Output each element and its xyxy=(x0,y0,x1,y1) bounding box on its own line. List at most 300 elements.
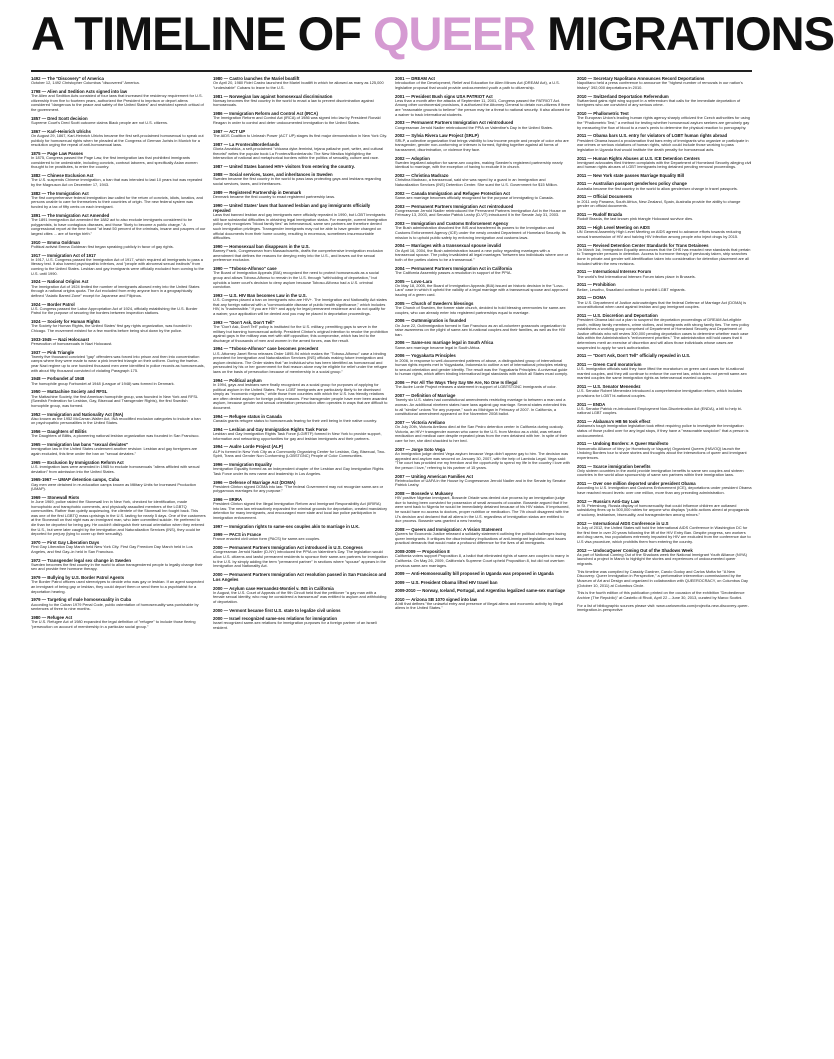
timeline-entry xyxy=(31,412,206,426)
timeline-entry xyxy=(213,111,388,125)
timeline-entry xyxy=(213,497,388,521)
timeline-entry xyxy=(31,253,206,277)
entry-heading: 2011 — New York state passes Marriage Equality Bill xyxy=(577,173,685,179)
entry-body: On March 1st, Immigration Equality announces that the DHS has enacted new standards that pertain to Transgender persons in detention. Access to hormone therapy if previously taken, strip searches done in private and gender self-identification taken into consideration for detention placement are all included within the new revisions. xyxy=(577,246,751,266)
entry-heading: 1979 — Targeting of male homosexuality in Cuba xyxy=(31,597,131,603)
entry-heading: 1990 — "Toboso-Alfonso" case xyxy=(213,266,277,272)
entry-body: California voters support Proposition 8, a ballot that eliminated rights of same-sex couples to marry in California. On May 26, 2009, California's Supreme Court upheld Proposition 8, but did not overturn previous same-sex marriages. xyxy=(395,553,569,568)
timeline-entry xyxy=(395,549,570,568)
timeline-entry xyxy=(31,540,206,554)
timeline-entry xyxy=(577,194,752,208)
entry-body: Queers for Economic Justice released a solidarity statement outlining the political challenges facing queer immigrants. It critiques the discriminatory implications of anti-immigrant legislation and issues practical demands that would make a profound difference for the lives of all immigrants. xyxy=(395,531,567,546)
entry-body: Only sixteen countries in the world provide immigration benefits to same sex couples and sixteen countries in the world allow sponsorship of same sex partners within their immigration laws. xyxy=(577,467,744,478)
timeline-entry xyxy=(395,76,570,90)
timeline-entry xyxy=(577,181,752,191)
entry-body: On April 20, 1980 Fidel Castro launched the Mariel boatlift in which he allowed as many as 125,000 "undesirable" Cubans to leave to the U.S. xyxy=(213,80,384,90)
entry-body: Sweden legalized adoption for same-sex couples, making Sweden's registered partnership nearly identical to marriage, with the exception of having to exclude it in church. xyxy=(395,159,563,170)
entry-heading: 2003 — Permanent Partners Immigration Act reintroduced xyxy=(395,120,514,126)
entry-heading: 1948 — Forbundet af 1948 xyxy=(31,376,85,382)
entry-body: In 1875, Congress passed the Page Law, the first immigration law that prohibited immigrants considered to be undesirable, including convicts, contract laborers, and specifically Asian women thought to be prostitutes, to enter the country. xyxy=(31,155,198,170)
entry-heading: 2012 — International AIDS Conference in U.S xyxy=(577,520,669,526)
entry-heading: 2011 — Scarce immigration benefits xyxy=(577,463,651,469)
entry-heading: 2011 — Revised Detention Center Standards for Trans Detainees xyxy=(577,242,709,248)
entry-heading: 1994 — Political asylum xyxy=(213,377,262,383)
entry-body: In July of 2012, the United States will hold the International AIDS Conference in Washington DC for the first time in over 20 years following the lift of the HIV Entry Ban. Despite progress, sex workers and drug users, two populations extremely impacted by HIV are excluded from the conference due to U.S visa procedure, which prohibits them from entering the country. xyxy=(577,525,751,544)
timeline-entry xyxy=(577,570,752,588)
entry-heading: 1910 — Emma Goldman xyxy=(31,239,80,245)
entry-heading: 1980 — Refugee Act xyxy=(31,614,73,620)
entry-body: The Bush administration dissolved the INS and transferred its powers to the Immigration and Customs Enforcement Agency (ICE) under the newly created Department of Homeland Security. Its mission is to uphold public safety by enforcing immigration and customs laws. xyxy=(395,225,566,240)
entry-body: On August 29, 1867, Karl-Heinrich Ulrichs became the first self-proclaimed homosexual to speak out publicly for homosexual rights when he pleaded at the Congress of German Jurists in Munich for a resolution urging the repeal of anti-homosexual laws. xyxy=(31,132,204,148)
timeline-entry xyxy=(31,597,206,611)
timeline-entry xyxy=(213,616,388,630)
entry-heading: 2005 — Lovo-Lara xyxy=(395,278,433,284)
timeline-entry xyxy=(31,376,206,386)
entry-heading: 2002 — Christina Madrazo xyxy=(395,173,449,179)
entry-body: Canada grants refugee status to homosexuals fearing for their well being in their native country. xyxy=(213,417,378,423)
entry-body: Norway becomes the first country in the world to enact a law to prevent discrimination against homosexuals. xyxy=(213,97,374,108)
timeline-entry xyxy=(213,524,388,529)
entry-heading: 1996 — Defense of Marriage Act (DOMA) xyxy=(213,479,296,485)
timeline-entry xyxy=(395,221,570,240)
entry-heading: 1994 — Audre Lorde Project (ALP) xyxy=(213,444,284,450)
entry-heading: 2011 — High Level Meeting on AIDS xyxy=(577,225,650,231)
timeline-entry xyxy=(395,491,570,524)
timeline-entry xyxy=(395,588,570,593)
entry-body: Political activist Emma Goldman first began speaking publicly in favor of gay rights. xyxy=(31,243,174,249)
entry-heading: 1993 — "Don't Ask, Don't Tell" xyxy=(213,319,275,325)
entry-body: In 2011 only Panama, South Africa, New Zealand, Spain, Australia provide the ability to change gender on official documents. xyxy=(577,198,741,209)
entry-body: Same-sex marriage became legal in South Africa. xyxy=(395,344,481,350)
entry-body: First Gay Liberation Day March held New York City. First Gay Freedom Day March held in Los Angeles, and first Gay–in held in San Francisco. xyxy=(31,544,193,554)
entry-body: According to U.S. Immigration and Customs Enforcement (ICE), deportations under president Obama have reached record levels: over one million, more than any preceding administration. xyxy=(577,485,752,495)
timeline-entry xyxy=(395,266,570,276)
entry-heading: 2011 — Over one million deported under president Obama xyxy=(577,481,696,487)
entry-body: The 1891 Immigration Act amended the 1882 act to also exclude immigrants considered to be polygamists, to have contagious diseases, and those "likely to become a public charge." A congressional report at the time found "at least 50 percent of the criminals, insane and paupers of our largest cities ... are of foreign birth." xyxy=(31,217,206,236)
timeline-entry xyxy=(577,282,752,292)
entry-heading: 2000 — Asylum case Hernandez-Montiel v. INS in California xyxy=(213,585,334,591)
timeline-entry xyxy=(213,586,388,605)
entry-body: The Board of Immigration Appeals (BIA) recognized the need to protect homosexuals as a social group and allows Toboso-Alfonso to remain in the U.S. through "withholding of deportation," but upholds a lower court's decision to deny asylum because Toboso-Alfonso had a U.S. criminal conviction. xyxy=(213,270,379,290)
timeline-entry xyxy=(395,340,570,350)
timeline-entry xyxy=(577,156,752,170)
entry-heading: 1891 — The Immigration Act Amended xyxy=(31,212,110,218)
entry-heading: 1996 — Immigration Equality xyxy=(213,461,272,467)
timeline-entry xyxy=(395,173,570,187)
entry-body: U.S. Congress placed a ban on immigrants who are HIV+. The Immigration and Nationality Act states that any foreign national with a "communicable disease of public health significance," which includes HIV, is "inadmissible." If you are HIV+ and apply for legal permanent residence and do not qualify for a waiver, your application will be denied and you may be placed in deportation proceedings. xyxy=(213,297,387,316)
timeline-entry xyxy=(395,279,570,298)
entry-body: Barney Frank, Congressman from Massachusetts, drafts the comprehensive immigration exclusion amendment that defines the reasons for denying entry into the U.S., and leaves out the sexual preference exclusion. xyxy=(213,248,383,263)
timeline-entry xyxy=(31,350,206,374)
entry-heading: 2008-2009 — Proposition 8 xyxy=(395,549,450,555)
timeline-entry xyxy=(213,608,388,613)
entry-heading: 2012 — Russia's Anti-Gay Law xyxy=(577,498,640,504)
entry-heading: 1969 — Stonewall Riots xyxy=(31,494,80,500)
timeline-entry xyxy=(213,244,388,263)
entry-body: President Obama issued a proclamation that bars entry of immigrants who organize or participate in war crimes or serious violations of human rights, which could include those working to pass legislation in Uganda that would institute the death penalty for homosexual acts. xyxy=(577,137,749,152)
entry-heading: 1952 — Immigration and Nationality Act (INA) xyxy=(31,411,124,417)
entry-body: In August, the U.S. Court of Appeals of the 9th Circuit held that the petitioner "a gay man with a female sexual identity, who may be considered a transsexual" was entitled to asylum and withholding of deportation. xyxy=(213,589,387,604)
entry-heading: 2004 — Marriages with a transsexual spouse invalid xyxy=(395,243,502,249)
timeline-column-2 xyxy=(213,76,388,1051)
timeline-entry xyxy=(31,558,206,572)
timeline-entry xyxy=(577,111,752,130)
entry-heading: 1917 — Immigration Act of 1917 xyxy=(31,252,96,258)
entry-body: U.S. Attorney Janet Reno releases Order 1895-94 which makes the "Toboso-Alfonso" case a binding precedent for Immigration and Naturalization Services (INS) officials making future immigration and asylum decisions. The Order states that "an individual who has been identified as homosexual and persecuted by his or her government for that reason alone may be eligible for relief under the refugee laws on the basis of persecution because of membership in a social group." xyxy=(213,350,388,375)
timeline-entry xyxy=(395,571,570,576)
credits-text: This timeline was compiled by Cassidy Gardner, Carolo Godoy and Carlos Motta for "A New Discovery: Queer Immigration in Perspective," a performative intervention commissioned by the Museum of Art and Design and organized in collaboration with QUEEROCRACY, on Columbus Day (October 10, 2011) at Columbus Circle. xyxy=(577,568,748,588)
entry-body: Homoerotic Alliance of Very (or Homebody or Vaguely) Organized Queers (HAVOQ) launch the Undoing Borders tour to share stories and thoughts about the intersections of queer and immigrant experiences. xyxy=(577,445,747,460)
entry-heading: 2006 — For All The Ways They Say We Are, No One Is Illegal xyxy=(395,380,518,386)
timeline-entry xyxy=(395,353,570,377)
timeline-entry xyxy=(395,94,570,118)
timeline-entry xyxy=(577,591,752,600)
entry-body: Belize, Lesotho, Swaziland continue to prohibit LGBT migrants. xyxy=(577,286,686,292)
entry-body: Twenty five thousand convicted "gay" offenders was forced into prison and then into concentration camps where they were made to wear a pink inverted triangle on their uniform. During the twelve-year Nazi regime up to one hundred thousand men were identified in police records as homosexuals, with about fifty thousand convicted of violating Paragraph 175. xyxy=(31,353,205,373)
entry-body: U.S. Senator Robert Menendez introduced a comprehensive immigration reform, which includes provisions for LGBT bi-national couples. xyxy=(577,388,743,398)
entry-heading: 1990 — Homosexual ban disappears in the U.S. xyxy=(213,244,310,249)
entry-body: Also known as the 1952 McCarran-Walter Act, INA recodified exclusion categories to include a ban on psychopathic personalities in the United States. xyxy=(31,415,201,426)
entry-heading: 1981 — Norwegian law against homosexual discrimination xyxy=(213,93,333,99)
timeline-entry xyxy=(577,402,752,416)
entry-heading: 1987 — United States banned HIV+ visitors from entering the country. xyxy=(213,163,355,169)
timeline-entry xyxy=(31,389,206,408)
entry-heading: 2011 — U.S. Senator Menendez xyxy=(577,384,641,390)
entry-heading: 2002 — Sylvia Rivera Law Project (SRLP) xyxy=(395,133,479,139)
entry-heading: 2009 — U.S. President Obama lifted HIV travel ban xyxy=(395,579,498,585)
entry-body: Immigrant advocates filed thirteen complaints with the Department of Homeland Security alleging civil and human rights abuses of LGBT immigrants being detained pending removal proceedings. xyxy=(577,159,752,170)
entry-body: On April 16, 2004, the Bush administration issued a new policy regarding marriages with a transsexual spouse. The policy invalidated all legal marriages "between two individuals where one or both of the parties claims to be a transsexual." xyxy=(395,247,569,262)
entry-heading: 1965 — Exclusion by Immigration Reform Act xyxy=(31,459,124,465)
entry-body: Lesbian and Gay Immigration Rights Task Force (LGIRTF) formed in New York to provide support, information and networking opportunities for gay and lesbian immigrants and their partners. xyxy=(213,430,382,441)
entry-heading: 1980 — Castro launches the Mariel boatlift xyxy=(213,76,300,81)
entry-heading: 1994 — Lesbian and Gay Immigration Rights Task Force xyxy=(213,426,328,432)
timeline-entry xyxy=(577,243,752,267)
entry-body: President Obama laid out a plan to suspend the deportation proceedings of DREAM Act-eligible youth, military family members, crime victims, and immigrants with strong family ties. The new policy establishes a working group comprised of Department of Homeland Security and Department of Justice officials who will review 300,000 pending deportation cases to determine whether each case falls within the Administration's "enforcement priorities." The administration will hold cases that it determines merit an exercise of discretion and will allow those individuals whose cases are suspended to apply for work authorization. xyxy=(577,317,750,350)
timeline-entry xyxy=(577,499,752,518)
entry-body: Denmark became the first country to enact registered partnership laws. xyxy=(213,194,336,200)
timeline-entry xyxy=(395,301,570,315)
timeline-entry xyxy=(577,419,752,438)
entry-heading: 2003 — Permanent Partners Immigration Act reintroduced xyxy=(395,203,514,209)
entry-heading: 2011 — Green Card moratorium xyxy=(577,361,642,367)
entry-body: Persecution of homosexuals in Nazi Holocaust. xyxy=(31,340,113,346)
entry-body: An immigration judge denied Vega asylum because Vega didn't appear gay to him. The decision was appealed and asylum was secured on January 30, 2007, with the help of Lambda Legal. Vega said: "The court has provided me my freedom and the opportunity to spend my life in the country I love with the person I love," referring to his partner of 15 years. xyxy=(395,450,570,470)
entry-heading: 2007 — Definition of Marriage xyxy=(395,393,456,399)
timeline-entry xyxy=(395,120,570,130)
timeline-entry xyxy=(213,444,388,458)
entry-heading: 2011 — Rudolf Brazda xyxy=(577,212,623,218)
timeline-entry xyxy=(213,203,388,241)
entry-heading: 1882 — The Immigration Act xyxy=(31,190,89,196)
entry-heading: 1956 — Daughters of Bilitis xyxy=(31,429,87,435)
entry-body: The Society for Human Rights, the United States' first gay rights organization, was founded in Chicago. The movement existed for a few months before being shut down by the police. xyxy=(31,323,192,333)
entry-heading: 2001 — President Bush signs USA PATRIOT Act xyxy=(395,93,493,99)
entry-heading: 2009-2010 — Norway, Iceland, Portugal, and Argentina legalized same-sex marriage xyxy=(395,588,566,594)
entry-heading: 2000 — Israel recognized same-sex relations for immigration xyxy=(213,616,337,622)
entry-heading: 1970 — First Gay Liberation Days xyxy=(31,540,100,546)
entry-heading: 2011 — International Intersex Forum xyxy=(577,269,652,275)
entry-heading: 2008 — Bossede v. Mukasey xyxy=(395,491,453,497)
entry-body: The AIDS Coalition to Unleash Power (ACT UP) stages its first major demonstration in New York City. xyxy=(213,132,388,138)
entry-body: In June 1969, police raided the Stonewall Inn in New York, checked for identification, made homophobic and transphobic comments, and physically assaulted members of the LGBTQ communities. Rather than quietly acquiescing, the clientele of the Stonewall Inn fought back. This was one of the first LGBTQ mass uprisings in the U.S. lasting for nearly 5 days. One of the customers at the Stonewall on that night was an immigrant man, who later committed suicide. He preferred to die than be deported for being gay. He couldn't distinguish their sexual orientation when they entered the U.S., but were later caught by the immigration and Naturalization Services (INS), they could be deported for perjury (lying to cover up their sexuality). xyxy=(31,499,206,537)
timeline-entry xyxy=(31,615,206,629)
timeline-entry xyxy=(31,173,206,187)
timeline-entry xyxy=(31,460,206,474)
entry-heading: 1798 — Alien and Sedition Acts signed into law xyxy=(31,88,128,94)
timeline-entry xyxy=(213,532,388,542)
entry-heading: 2011 — Obama bars U.S. entry for violators of LGBT human rights abroad xyxy=(577,133,728,139)
entry-body: The Immigration Reform and Control Act (IRCA) of 1986 was signed into law by President Ronald Reagan in order to control and deter undocumented immigration to the United States. xyxy=(213,115,381,125)
timeline-entry xyxy=(577,76,752,90)
entry-body: The first comprehensive federal immigration law called for the return of convicts, idiots, lunatics, and persons unable to care for themselves to their countries of origin. The new federal system was funded by a tax of fifty cents on each immigrant. xyxy=(31,194,203,210)
timeline-entry xyxy=(395,580,570,585)
timeline-entry xyxy=(213,142,388,161)
timeline-entry xyxy=(395,156,570,170)
timeline-entry xyxy=(31,213,206,237)
entry-heading: 1987 — La Frontera/Borderlands xyxy=(213,141,280,147)
timeline-entry xyxy=(213,572,388,582)
entry-body: U.S. Senator Patrick re-introduced Employment Non-Discrimination Act (ENDA), a bill to help bi-national LGBT couples. xyxy=(577,405,743,416)
timeline-entry xyxy=(213,462,388,476)
entry-heading: 2010 — Phallometric Test xyxy=(577,111,629,117)
page-title xyxy=(31,0,834,68)
timeline-entry xyxy=(31,337,206,347)
entry-body: Gloria Anzaldúa, a self-proclaimed "chicana dyke-feminist, tejana patlache poet, writer, and cultural theorist" writes the popular book La Frontera/Borderlands: The New Mestiza highlighting the intersection of national and metaphorical borders within the politics of sexuality, culture and race. xyxy=(213,145,384,161)
entry-heading: 1965 — Immigration law bans "sexual deviates" xyxy=(31,442,129,448)
entry-body: The Immigration Act of 1924 limited the number of immigrants allowed entry into the United States through a national origins quota. The Act excluded from entry anyone born in a geographically defined "Asiatic Barred Zone" except for Japanese and Filipinos. xyxy=(31,283,200,298)
entry-heading: 2011 — Australian passport gender/sex policy change xyxy=(577,181,687,187)
entry-body: ALP is formed in New York City as a Community Organizing Center for Lesbian, Gay, Bisexual, Two-Spirit, Trans and Gender Non Conforming (LGBSTGNC) People of Color Communities. xyxy=(213,448,386,459)
entry-body: The Border Patrol officers used stereotypes to decide who was gay or lesbian. If an agent suspected an immigrant of being gay or lesbian, they could deport them or send them to a psychiatrist for a deportation hearing. xyxy=(31,579,204,594)
timeline-column-4 xyxy=(577,76,752,1051)
entry-heading: 2000 — Vermont became first U.S. state to legalize civil unions xyxy=(213,607,341,613)
entry-body: Congressman Jerrold Nadler reintroduced the PPIA on Valentine's Day in the United States. xyxy=(395,124,553,130)
entry-body: HIV positive Nigerian immigrant, Bossede Oriade was denied due process by an immigration judge due to having been convicted for possession of small amounts of cocaine. Bossede argued that if he were sent back to Nigeria he would be immediately detained because of his HIV status. If imprisoned, he would have no access to doctors, proper nutrition or medication. The 7th circuit disagreed with the IJ's decision and declared that all aliens in the U.S. regardless of immigration status are entitled to due process. Bossede was granted a new hearing. xyxy=(395,495,570,524)
timeline-entry xyxy=(213,76,388,90)
entry-heading: 1972 — Transgender legal sex change in Sweden xyxy=(31,557,132,563)
timeline-entry xyxy=(395,380,570,390)
entry-body: Supreme Court's Dred Scott outcome claims Black people are not U.S. citizens. xyxy=(31,119,168,125)
entry-heading: 2006 — Yogyakarta Principles xyxy=(395,353,456,359)
timeline-entry xyxy=(395,318,570,337)
timeline-entry xyxy=(577,295,752,309)
entry-body: On June 22, OutImmigration formed in San Francisco as an all-volunteer grassroots organization to raise awareness on the plight of same-sex bi-national couples and their families, as well as the HIV ban. xyxy=(395,322,566,337)
entry-heading: 2007 — Jorge Soto Vega xyxy=(395,446,445,452)
entry-body: Laws that banned lesbian and gay immigrants were officially repealed in 1990, but LGBT immigrants still face substantial difficulties in obtaining legal immigration status. For example, current immigration policy only recognizes "blood family ties" as heterosexual, same sex partners are therefore denied such immigration privileges. Transgender immigrants may not be able to have gender changed on official documents from their home country, resulting in enormous, sometimes insurmountable difficulties. xyxy=(213,212,388,241)
entry-heading: 2011 — ENDA xyxy=(577,401,606,407)
entry-heading: 1986 — Immigration Reform and Control Act (IRCA) xyxy=(213,111,318,117)
entry-body: Sweden becomes the first country in the world to allow transgendered people to legally change their sex and provide free hormone therapy. xyxy=(31,561,203,572)
entry-heading: 2011 — Alabama's HB 56 took effect xyxy=(577,419,651,425)
entry-body: President Clinton signed DOMA into law: "The federal Government may not recognize same-sex or polygamous marriages for any purpose." xyxy=(213,483,384,494)
entry-heading: 1924 — National Origins Act xyxy=(31,279,89,285)
entry-heading: 1924 — Society for Human Rights xyxy=(31,319,100,325)
timeline-entry xyxy=(577,464,752,478)
entry-heading: 2011 — Official Documents xyxy=(577,194,633,200)
timeline-entry xyxy=(31,442,206,456)
timeline-entry xyxy=(31,429,206,439)
timeline-columns xyxy=(31,76,752,1051)
entry-body: In 2006, in response to well-documented patterns of abuse, a distinguished group of international human rights experts met in Yogyakarta, Indonesia to outline a set of international principles relating to sexual orientation and gender identity. The result was the Yogyakarta Principles: A universal guide to human rights, which affirm binding international legal standards with which all States must comply. xyxy=(395,357,568,377)
entry-body: In 1994, gays and lesbians were finally recognized as a social group for purposes of applying for political asylum in the United States. Poor LGBT immigrants are particularly likely to be dismissed simply as "economic migrants," while those from countries with which the U.S. has friendly relations are often denied asylum for foreign policy reasons. Few transgender people have ever been awarded asylum, because gender and sexual orientation persecution often operates in ways that are difficult to document. xyxy=(213,382,388,410)
entry-heading: 1933-1945 — Nazi Holocaust xyxy=(31,336,90,342)
entry-body: Less than a month after the attacks of September 11, 2001, Congress passed the PATRIOT Act. Among other controversial provisions, it authorized the Attorney General to detain non-citizens if there are "reasonable grounds to believe" the person may be a threat to national security. It also allowed for a waiver to track international students. xyxy=(395,97,570,117)
entry-heading: 2001 — DREAM Act xyxy=(395,76,435,81)
entry-heading: 1987 — ACT UP xyxy=(213,128,246,134)
timeline-entry xyxy=(577,133,752,152)
entry-body: Immigration law in the United States underwent another revision: Lesbian and gay foreigners are again excluded, this time under the ban on "sexual deviates." xyxy=(31,446,198,456)
timeline-entry xyxy=(395,420,570,444)
entry-body: France enacted civil union form (PACS) for same-sex couples. xyxy=(213,536,321,542)
entry-body: Christina Madrazo, a transsexual, said she was raped by a guard in an Immigration and Naturalization Services (INS) Detention Center. She sued the U.S. Government for $15 Million. xyxy=(395,177,558,187)
entry-heading: 1950 — Mattachine Society and RFSL xyxy=(31,389,108,395)
entry-body: Napolitano held a press conference to announce the "highest number of removals in our nation's history" 392,000 deportations in 2010. xyxy=(577,80,743,90)
entry-body: The U.S. Refugee Act of 1980 expanded the legal definition of "refugee" to include those fleeing "persecution on account of membership in a particular social group." xyxy=(31,619,196,629)
timeline-entry xyxy=(577,521,752,545)
timeline-entry xyxy=(31,191,206,210)
entry-body: Sweden became the first country in the world to pass laws protecting gays and lesbians regarding social services, taxes, and inheritances. xyxy=(213,176,382,187)
timeline-entry xyxy=(577,173,752,178)
timeline-entry xyxy=(213,94,388,108)
entry-body: U.S. Congress passed the Labor Appropriation Act of 1924, officially establishing the U.S. Border Patrol for the purpose of securing the borders between inspection stations. xyxy=(31,305,198,316)
entry-body: October 12, 1492 Christopher Columbus "discovered" America. xyxy=(31,80,140,86)
entry-heading: 1979 — Bullying by U.S. Border Patrol Agents xyxy=(31,575,125,581)
timeline-entry xyxy=(395,204,570,218)
entry-body: Reintroduction of UAFA in the House by Congressman Jerrold Nadler and in the Senate by Senator Patrick Leahy. xyxy=(395,477,566,488)
entry-body: As part of National Coming Out of the Shadows week the National Immigrant Youth Alliance (NIYA) launched a project in March to highlight the stories and experiences of undocumented queer migrants. xyxy=(577,551,747,566)
timeline-entry xyxy=(395,133,570,152)
entry-body: The Mattachine Society, the first American homophile group, was founded in New York and RFSL (Swedish Federation for Lesbian, Gay, Bisexual and Transgender Rights), the first Swedish homophile group, was formed. xyxy=(31,393,198,408)
entry-heading: 1857 — Dred Scott decision xyxy=(31,115,88,121)
entry-heading: 2006 — Same-sex marriage legal in South Africa xyxy=(395,340,494,346)
timeline-entry xyxy=(31,279,206,298)
entry-body: Twenty six U.S. states had constitutional amendments restricting marriage to between a man and a woman. An additional nineteen states have laws against gay marriage. Several states extended this to all "similar" unions "for any purpose," such as Michigan in February of 2007. In California, a constitutional amendment appeared on the November 2008 ballot. xyxy=(395,397,567,417)
timeline-entry xyxy=(577,362,752,381)
entry-heading: 1994 — "Toboso-Alfonso" case becomes precedent xyxy=(213,346,319,352)
timeline-entry xyxy=(31,319,206,333)
entry-heading: 1997 — Immigration rights to same-sex couples akin to marriage in U.K. xyxy=(213,523,360,529)
entry-body: Gay men were detained in re-education camps known as Military Units for Increased Production (UMAP). xyxy=(31,481,196,492)
entry-body: The world's first International Intersex Forum takes place in Brussels. xyxy=(577,273,696,279)
entry-heading: 2000 — Permanent Partners Immigration Act introduced in U.S. Congress xyxy=(213,545,363,551)
entry-body: Israel recognized same-sex relations for immigration purposes for a foreign partner of an Israeli resident. xyxy=(213,620,377,630)
timeline-entry xyxy=(31,129,206,148)
entry-body: The homophile group Forbundet af 1948 (League of 1948) was formed in Denmark. xyxy=(31,380,175,386)
timeline-entry xyxy=(31,495,206,537)
entry-body: The Daughters of Bilitis, a pioneering national lesbian organization was founded in San Francisco. xyxy=(31,433,200,439)
timeline-entry xyxy=(577,384,752,398)
timeline-entry xyxy=(31,575,206,594)
entry-body: The U.S. Department of Justice acknowledges that the federal Defense of Marriage Act (DOMA) is unconstitutional when used against lesbian and gay immigrant couples. xyxy=(577,299,747,310)
entry-body: The "Don't Ask, Don't Tell" policy is instituted for the U.S. military, permitting gays to serve in the military but banning homosexual activity. President Clinton's original intention to revoke the prohibition against gays in the military was met with stiff opposition; this compromise, which has led to the discharge of thousands of men and women in the armed forces, was the result. xyxy=(213,323,388,343)
entry-heading: 2004 — Permanent Partners Immigration Act in California xyxy=(395,265,512,271)
entry-heading: 2012 — UndocuQueer Coming Out of the Shadows Week xyxy=(577,547,693,553)
entry-body: The Audre Lorde Project releases a statement in support of LGBTSTGNC immigrants of color. xyxy=(395,384,557,390)
entry-heading: 1999 — PACS in France xyxy=(213,532,262,538)
entry-body: U.S. immigration laws were amended in 1965 to exclude homosexuals "aliens afflicted with sexual deviation" from admission into the United States. xyxy=(31,463,200,474)
entry-body: Australia became the first country in the world to allow gender/sex change in travel passports. xyxy=(577,185,738,191)
timeline-entry xyxy=(395,393,570,417)
entry-heading: 1989 — Registered Partnership in Denmark xyxy=(213,189,302,195)
entry-heading: 2007 — Uniting American Families Act xyxy=(395,473,474,479)
entry-body: The Alien and Sedition Acts consisted of four laws that increased the residency requirement for U.S. citizenship from five to fourteen years, authorized the President to imprison or deport aliens considered "dangerous to the peace and safety of the United States" and restricted speech critical of the government. xyxy=(31,93,204,112)
timeline-entry xyxy=(213,129,388,139)
timeline-column-1 xyxy=(31,76,206,1051)
entry-body: A bill that defines "the unlawful entry and presence of illegal aliens and economic activity by illegal aliens in the United States." xyxy=(395,600,564,611)
entry-heading: 2010 — Arizona SB 1070 signed into law xyxy=(395,596,477,602)
entry-heading: 2011 — Prohibition xyxy=(577,282,616,288)
timeline-entry xyxy=(577,212,752,222)
timeline-entry xyxy=(577,441,752,460)
timeline-entry xyxy=(31,477,206,491)
entry-body: Congressman Jerrold Nadler reintroduced the Permanent Partners Immigration Act in the House on February 13, 2003, and Senator Patrick Leahy (D-VT) introduced it in the Senate July 31, 2003. xyxy=(395,207,567,218)
entry-body: On May 18, 2005, the Board of Immigration Appeals (BIA) issued an historic decision in the "Lovo-Lara" case in which it upheld the validity of a legal marriage with a transsexual spouse and approved issuing of a green card. xyxy=(395,282,568,297)
timeline-entry xyxy=(213,293,388,317)
timeline-entry xyxy=(395,527,570,546)
credits-text: This is the fourth edition of this publication printed on the occasion of the exhibition "Deobedience Archive (The Republic)" at Castello di Rivoli, April 22 – June 30, 2013, curated by Marco Scotini. xyxy=(577,590,745,600)
timeline-entry xyxy=(577,481,752,495)
timeline-column-3 xyxy=(395,76,570,1051)
entry-body: Introduction of the Development, Relief and Education for Alien Minors Act (DREAM Act), a U.S. legislative proposal that would provide undocumented youth a path to citizenship. xyxy=(395,80,560,90)
timeline-entry xyxy=(213,346,388,374)
entry-heading: 1996 — IIRIRA xyxy=(213,497,243,503)
timeline-entry xyxy=(213,427,388,441)
timeline-entry xyxy=(31,240,206,250)
title-suffix: MIGRATIONS xyxy=(535,7,834,60)
timeline-entry xyxy=(577,604,752,613)
entry-body: UN General Assembly High Level Meeting on AIDS agreed to advance efforts towards reducing sexual transmission of HIV and halving HIV infection among people who inject drugs by 2015. xyxy=(577,229,741,239)
entry-heading: 2009 — Anti-Homosexuality bill proposed in Uganda was proposed in Uganda xyxy=(395,571,554,577)
entry-heading: 1492 — The "Discovery" of America xyxy=(31,76,104,81)
timeline-entry xyxy=(577,313,752,350)
timeline-entry xyxy=(213,190,388,200)
entry-heading: 1924 — Border Patrol xyxy=(31,301,75,307)
credits-text: For a list of bibliographic sources please visit: www.carlosmotta.com/project/a-new-discovery-queer-immigration-in-perspective xyxy=(577,602,749,613)
entry-heading: 1965-1967 — UMAP detention camps, Cuba xyxy=(31,477,120,483)
entry-body: The U.S. suspends Chinese immigration, a ban that was intended to last 10 years but was repealed by the Magnuson Act on December 17, 1943. xyxy=(31,177,203,187)
entry-heading: 2011 — "Don't Ask, Don't Tell" officially repealed in U.S. xyxy=(577,353,691,359)
entry-heading: 2008 — Queers and Immigration: A Vision Statement xyxy=(395,527,503,533)
entry-heading: 2010 — Secretary Napolitano Announces Record Deportations xyxy=(577,76,705,81)
entry-heading: 1875 — Page Law Passes xyxy=(31,150,84,156)
entry-body: Same-sex marriage becomes officially recognized for the purpose of immigrating to Canada. xyxy=(395,194,554,200)
entry-heading: 2007 — Victoria Arellano xyxy=(395,419,446,425)
entry-heading: 2002 — Adoption xyxy=(395,155,430,161)
timeline-entry xyxy=(213,172,388,186)
entry-body: The California Assembly passes a resolution in support of the PPIA. xyxy=(395,269,512,275)
timeline-entry xyxy=(213,414,388,424)
entry-body: In 1917, U.S. Congress passed the Immigration Act of 1917, which required all immigrants to pass a literacy test. It also barred psychopathic inferiors, and "people with abnormal sexual instincts" from coming to the United States. Lesbian and gay immigrants were officially excluded from coming to the U.S. until 1990. xyxy=(31,256,204,276)
title-highlight: QUEER xyxy=(372,7,536,60)
entry-heading: 1937 — Pink Triangle xyxy=(31,349,74,355)
title-rule xyxy=(31,70,752,72)
timeline-entry xyxy=(395,243,570,262)
entry-heading: 2011 — DOMA xyxy=(577,295,607,301)
entry-body: Switzerland gains right wing support in a referendum that calls for the immediate deportation of foreigners who are convicted of any serious crime. xyxy=(577,97,741,108)
timeline-entry xyxy=(213,545,388,569)
entry-heading: 1882 — Chinese Exclusion Act xyxy=(31,173,94,179)
entry-heading: 2011 — Human Rights Abuses at U.S. ICE Detention Centers xyxy=(577,155,700,161)
entry-heading: 2002 — Canada Immigration and Refugee Protection Act xyxy=(395,190,510,196)
title-prefix: A TIMELINE OF xyxy=(31,7,373,60)
entry-heading: 1990 — United States' laws that banned lesbian and gay immigrants officially repealed xyxy=(213,202,371,214)
timeline-entry xyxy=(577,269,752,279)
entry-body: Alabama's tough immigration legislation took effect requiring police to investigate the immigration status of those pulled over for any legal stops, if they have a "reasonable suspicion" that a person is undocumented. xyxy=(577,423,749,438)
entry-body: Rudolf Brazda, the last known pink triangle Holocaust survivor dies. xyxy=(577,216,694,222)
entry-body: Immigration Equality formed as an independent chapter of the Lesbian and Gay Immigration Rights Task Force under its new name and leadership in Los Angeles. xyxy=(213,466,384,476)
timeline-entry xyxy=(395,597,570,611)
